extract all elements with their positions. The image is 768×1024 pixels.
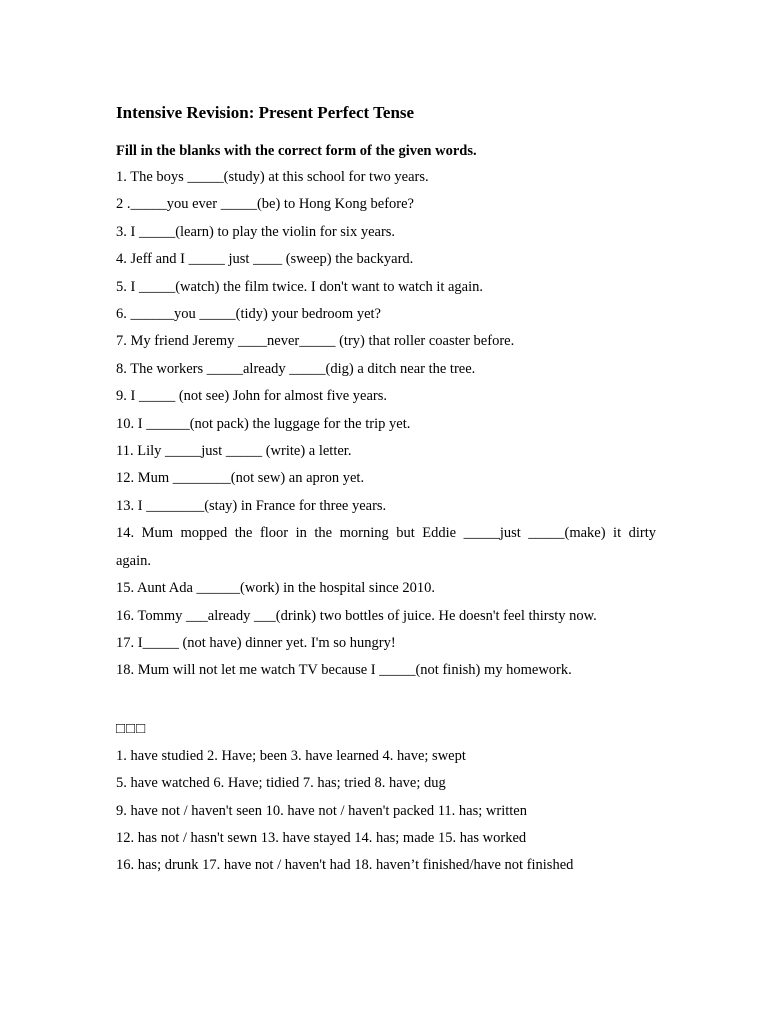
question-item: 14. Mum mopped the floor in the morning but Eddie _____just _____(make) it dirty — [116, 525, 656, 542]
question-item: 11. Lily _____just _____ (write) a letter. — [116, 443, 352, 460]
question-item: 12. Mum ________(not sew) an apron yet. — [116, 470, 365, 487]
question-item: 10. I ______(not pack) the luggage for the trip yet. — [116, 415, 411, 432]
question-item: 3. I _____(learn) to play the violin for six years. — [116, 223, 396, 240]
worksheet-page — [116, 100, 656, 880]
answer-line: 5. have watched 6. Have; tidied 7. has; tried 8. have; dug — [116, 775, 446, 792]
question-item: 13. I ________(stay) in France for three years. — [116, 497, 387, 514]
answers-heading: □□□ — [116, 720, 147, 737]
worksheet-title: Intensive Revision: Present Perfect Tense — [116, 103, 415, 122]
question-item: 2 ._____you ever _____(be) to Hong Kong before? — [116, 196, 414, 213]
question-item: 15. Aunt Ada ______(work) in the hospital since 2010. — [116, 580, 435, 597]
question-list — [116, 164, 656, 685]
answer-line: 1. have studied 2. Have; been 3. have learned 4. have; swept — [116, 747, 466, 764]
answer-line: 9. have not / haven't seen 10. have not / haven't packed 11. has; written — [116, 802, 527, 819]
answer-list — [116, 743, 656, 880]
question-item: 8. The workers _____already _____(dig) a ditch near the tree. — [116, 360, 476, 377]
question-item: 17. I_____ (not have) dinner yet. I'm so hungry! — [116, 634, 396, 651]
question-item: 18. Mum will not let me watch TV because I _____(not finish) my homework. — [116, 662, 572, 679]
question-item: 9. I _____ (not see) John for almost five years. — [116, 388, 388, 405]
question-item: 6. ______you _____(tidy) your bedroom yet? — [116, 306, 381, 323]
question-item: 16. Tommy ___already ___(drink) two bottles of juice. He doesn't feel thirsty now. — [116, 607, 597, 624]
question-item: 1. The boys _____(study) at this school for two years. — [116, 169, 429, 185]
answer-line: 16. has; drunk 17. have not / haven't had 18. haven’t finished/have not finished — [116, 857, 574, 874]
question-item: 5. I _____(watch) the film twice. I don't want to watch it again. — [116, 278, 484, 295]
question-item: 4. Jeff and I _____ just ____ (sweep) the backyard. — [116, 251, 414, 268]
question-item-continuation: again. — [116, 552, 152, 569]
answer-line: 12. has not / hasn't sewn 13. have stayed 14. has; made 15. has worked — [116, 829, 527, 846]
question-item: 7. My friend Jeremy ____never_____ (try) that roller coaster before. — [116, 333, 515, 350]
instruction-text: Fill in the blanks with the correct form of the given words. — [116, 143, 477, 159]
